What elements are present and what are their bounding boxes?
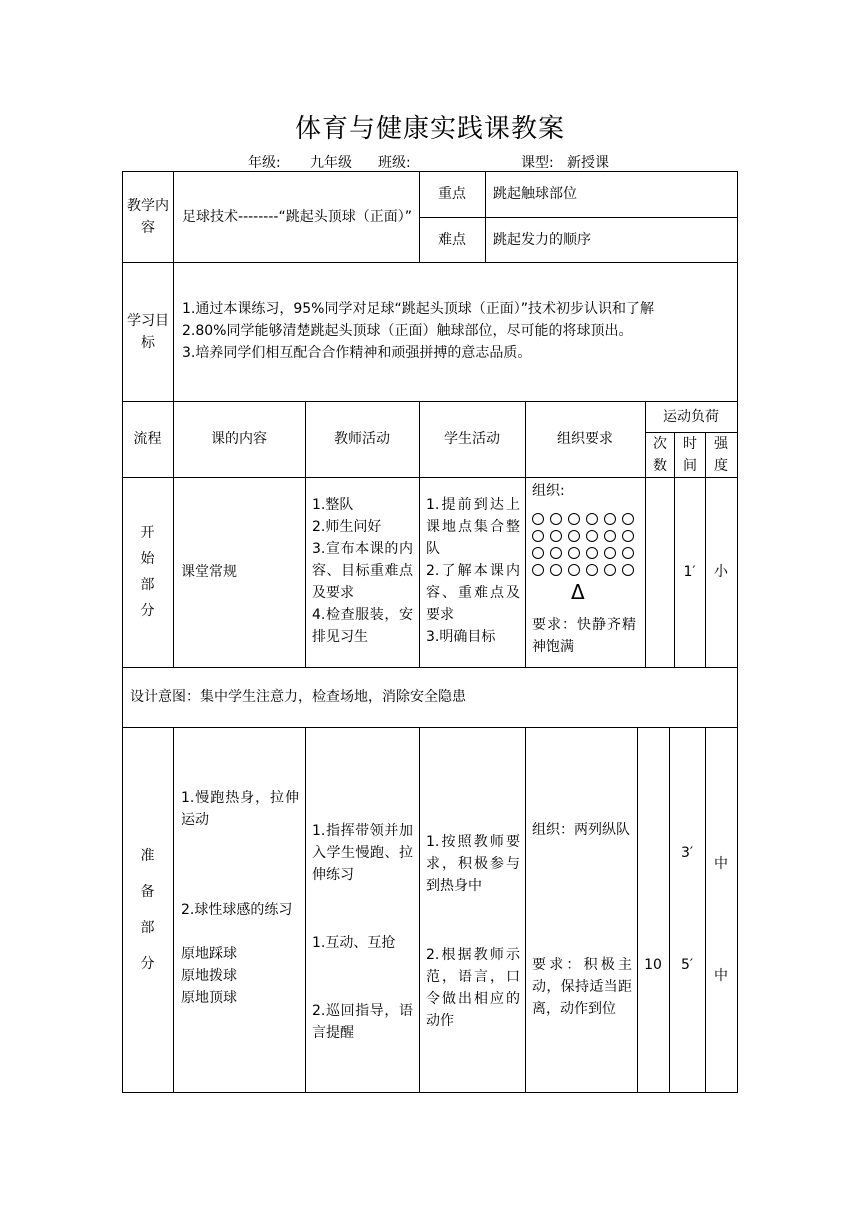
prep-student-2: 2.根据教师示范，语言，口令做出相应的动作 — [426, 947, 520, 1029]
start-count — [645, 477, 674, 667]
goal-item: 1.通过本课练习，95%同学对足球“跳起头顶球（正面）”技术初步认识和了解 — [182, 301, 654, 317]
goals-list — [182, 298, 734, 364]
start-org-label: 组织: — [532, 483, 565, 499]
start-content: 课堂常规 — [181, 564, 237, 580]
prep-teacher-1: 1.指挥带领并加入学生慢跑、拉伸练习 — [312, 823, 413, 883]
student-circle-icon — [550, 564, 562, 576]
list-item: 1.提前到达上课地点集合整队 — [426, 497, 520, 557]
student-circle-icon — [586, 530, 598, 542]
student-circle-icon — [550, 547, 562, 559]
col-count: 次数 — [653, 435, 667, 474]
prep-time-2: 5′ — [680, 957, 694, 973]
start-teacher-activities — [312, 494, 413, 648]
goal-item: 3.培养同学们相互配合合作精神和顽强拼搏的意志品质。 — [182, 345, 532, 361]
prep-org-2: 要求：积极主动，保持适当距离，动作到位 — [532, 957, 632, 1017]
prep-content-2: 2.球性球感的练习 — [181, 902, 293, 918]
content-label: 教学内容 — [127, 197, 169, 236]
list-item: 3.宣布本课的内容、目标重难点及要求 — [312, 541, 413, 601]
start-intensity: 小 — [714, 564, 728, 580]
student-circle-icon — [568, 530, 580, 542]
student-circle-icon — [568, 547, 580, 559]
student-circle-icon — [586, 564, 598, 576]
start-time: 1′ — [683, 564, 696, 580]
start-section-name — [122, 477, 173, 667]
list-item: 原地踩球 — [181, 946, 237, 962]
col-load: 运动负荷 — [663, 408, 719, 425]
start-student-activities — [426, 494, 520, 648]
list-item: 3.明确目标 — [426, 629, 496, 645]
goal-item: 2.80%同学能够清楚跳起头顶球（正面）触球部位，尽可能的将球顶出。 — [182, 323, 633, 339]
prep-count-2: 10 — [644, 957, 662, 973]
section-name-char: 始 — [140, 551, 155, 567]
student-circle-icon — [622, 547, 634, 559]
student-circle-icon — [604, 547, 616, 559]
prep-section-name — [122, 727, 173, 1092]
student-circle-icon — [604, 530, 616, 542]
student-circle-icon — [532, 547, 544, 559]
type-value: 新授课 — [567, 155, 609, 171]
student-circle-icon — [550, 513, 562, 525]
student-circle-icon — [622, 564, 634, 576]
difficulty-label: 难点 — [438, 231, 466, 248]
student-circle-icon — [550, 530, 562, 542]
student-circle-icon — [532, 530, 544, 542]
list-item: 原地顶球 — [181, 990, 237, 1006]
class-label: 班级: — [378, 155, 411, 171]
goals-label: 学习目标 — [127, 312, 169, 351]
col-content: 课的内容 — [211, 431, 267, 447]
col-intensity: 强度 — [714, 435, 728, 474]
list-item: 2.师生问好 — [312, 519, 382, 535]
student-circle-icon — [604, 564, 616, 576]
col-teacher: 教师活动 — [334, 431, 390, 447]
col-time: 时间 — [683, 435, 697, 474]
section-name-char: 分 — [140, 603, 155, 619]
content-value: 足球技术--------“跳起头顶球（正面）” — [182, 208, 412, 225]
student-circle-icon — [622, 530, 634, 542]
teacher-triangle-icon: Δ — [571, 580, 585, 604]
section-name-char: 备 — [140, 883, 155, 900]
formation-diagram — [532, 513, 642, 581]
student-circle-icon — [532, 564, 544, 576]
design-intent: 设计意图：集中学生注意力，检查场地，消除安全隐患 — [130, 689, 466, 705]
prep-teacher-2: 1.互动、互抢 — [312, 935, 396, 951]
list-item: 原地拨球 — [181, 968, 237, 984]
difficulty-value: 跳起发力的顺序 — [493, 231, 591, 248]
prep-content-1: 1.慢跑热身，拉伸运动 — [181, 790, 299, 828]
section-name-char: 开 — [140, 525, 155, 541]
prep-org-1: 组织：两列纵队 — [532, 822, 630, 838]
list-item: 2.了解本课内容、重难点及要求 — [426, 563, 520, 623]
student-circle-icon — [586, 513, 598, 525]
col-student: 学生活动 — [444, 431, 500, 447]
student-circle-icon — [568, 513, 580, 525]
col-flow: 流程 — [133, 431, 162, 447]
key-point-label: 重点 — [438, 186, 466, 202]
col-org: 组织要求 — [557, 431, 613, 447]
list-item: 1.整队 — [312, 497, 354, 513]
student-circle-icon — [532, 513, 544, 525]
grade-label: 年级: — [248, 155, 281, 171]
section-name-char: 部 — [140, 919, 155, 936]
prep-student-1: 1.按照教师要求，积极参与到热身中 — [426, 834, 520, 894]
key-point-value: 跳起触球部位 — [493, 186, 577, 202]
start-org-requirement: 要求：快静齐精神饱满 — [532, 617, 636, 655]
student-circle-icon — [568, 564, 580, 576]
student-circle-icon — [622, 513, 634, 525]
section-name-char: 部 — [140, 577, 155, 593]
prep-time-1: 3′ — [680, 845, 694, 861]
prep-content-items — [181, 943, 299, 1009]
section-name-char: 分 — [140, 955, 155, 972]
page-title: 体育与健康实践课教案 — [294, 114, 565, 144]
prep-intensity-1: 中 — [714, 856, 728, 872]
list-item: 4.检查服装，安排见习生 — [312, 607, 413, 645]
grade-value: 九年级 — [310, 155, 352, 171]
type-label: 课型: — [521, 155, 554, 171]
student-circle-icon — [604, 513, 616, 525]
section-name-char: 准 — [140, 847, 155, 864]
student-circle-icon — [586, 547, 598, 559]
prep-intensity-2: 中 — [714, 968, 728, 984]
prep-teacher-3: 2.巡回指导，语言提醒 — [312, 1003, 413, 1041]
